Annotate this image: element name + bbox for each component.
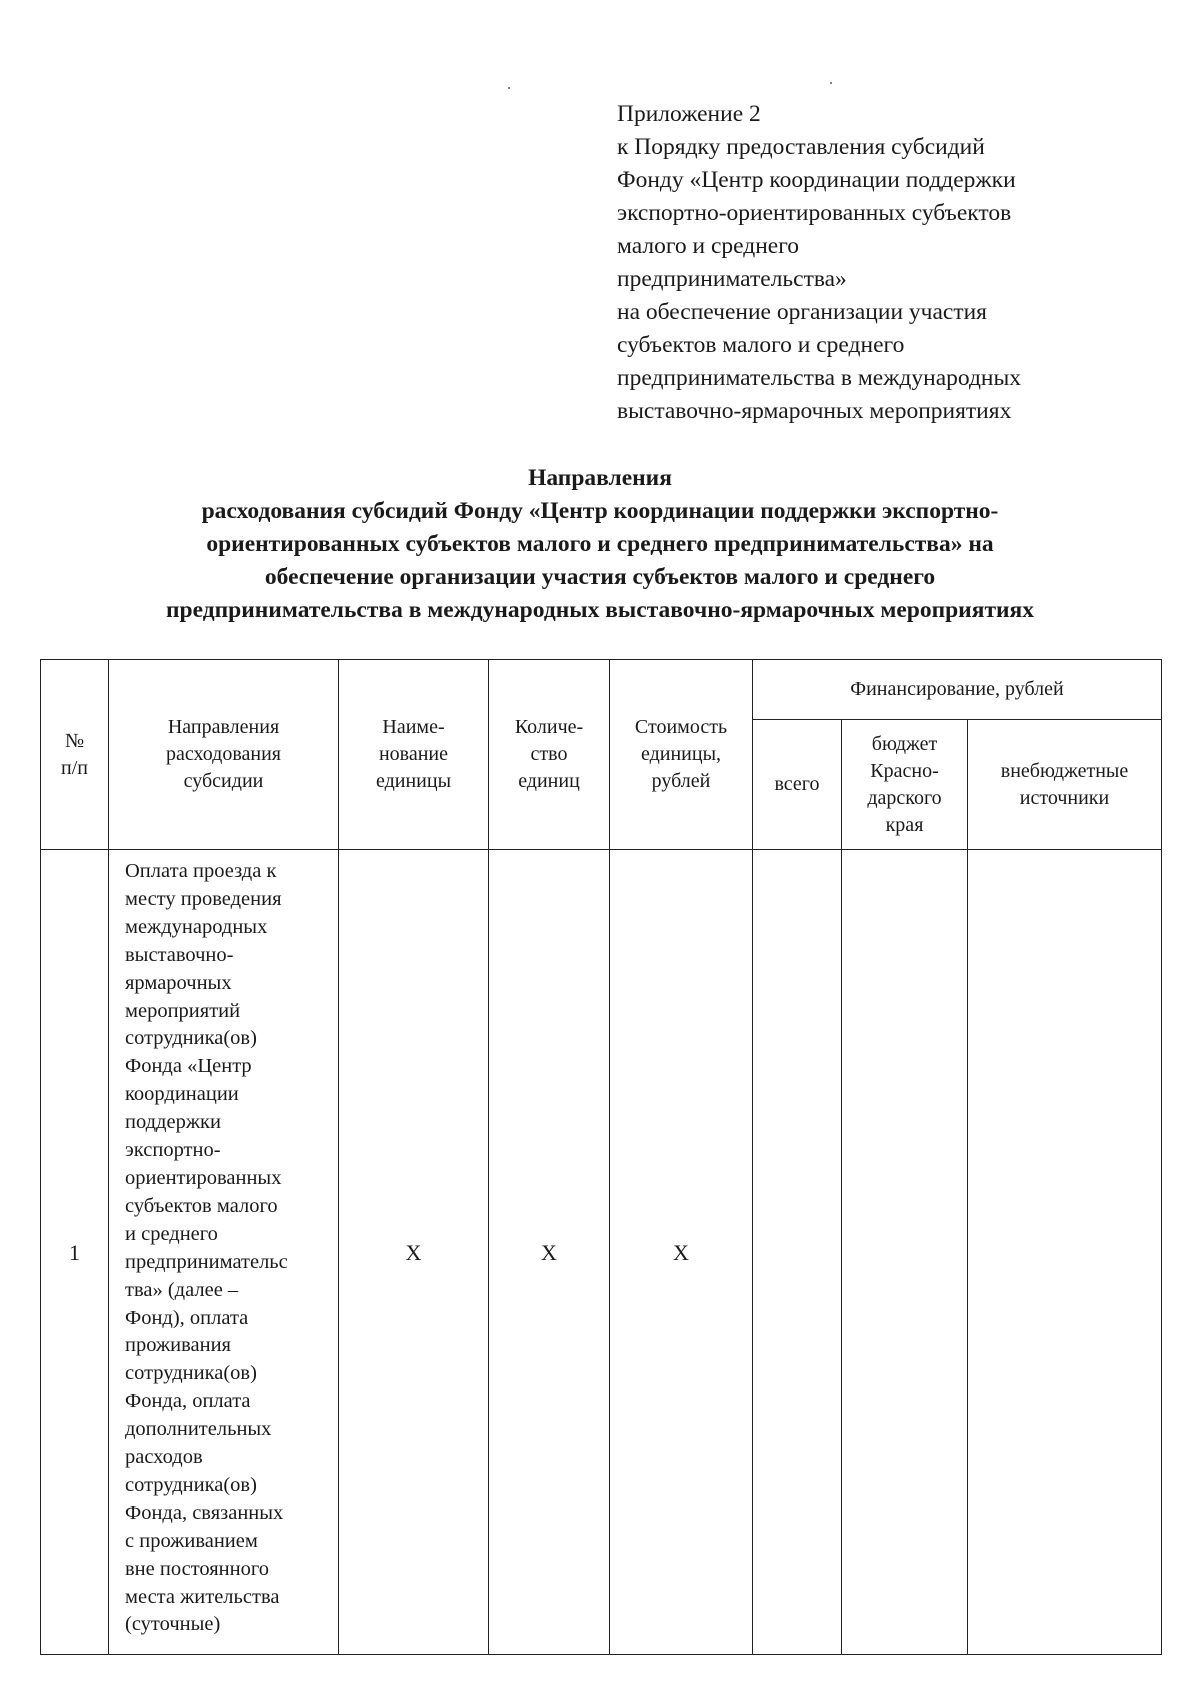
document-title <box>40 462 1160 627</box>
title-line: предпринимательства в международных выставочно-ярмарочных мероприятиях <box>166 597 1034 623</box>
appendix-line: малого и среднего <box>617 233 800 259</box>
direction-line: сотрудника(ов) <box>125 1362 257 1385</box>
direction-line: расходов <box>125 1446 203 1469</box>
appendix-line: к Порядку предоставления субсидий <box>617 134 985 160</box>
scan-speck <box>830 82 832 84</box>
appendix-line: Фонду «Центр координации поддержки <box>617 167 1016 193</box>
direction-line: сотрудника(ов) <box>125 1473 257 1496</box>
row-total <box>753 850 842 1655</box>
direction-line: международных <box>125 915 268 938</box>
scan-speck <box>508 87 510 89</box>
header-text: Количе- <box>514 716 584 738</box>
header-unit-count <box>489 660 610 850</box>
direction-line: ориентированных <box>125 1166 282 1189</box>
direction-line: ярмарочных <box>125 971 232 994</box>
header-financing: Финансирование, рублей <box>753 660 1162 720</box>
direction-line: Фонда, связанных <box>125 1501 284 1524</box>
row-unit-cost: X <box>610 850 753 1655</box>
direction-line: предпринимательс <box>125 1250 288 1273</box>
direction-line: с проживанием <box>125 1529 258 1552</box>
header-text: единицы <box>375 770 452 792</box>
appendix-line: предпринимательства в международных <box>617 365 1022 391</box>
header-text: единиц <box>518 770 580 792</box>
header-direction <box>109 660 339 850</box>
header-unit-cost <box>610 660 753 850</box>
direction-line: субъектов малого <box>125 1194 278 1217</box>
header-text: расходования <box>166 743 281 765</box>
direction-line: Фонда, оплата <box>125 1390 251 1413</box>
header-text: Направления <box>167 716 280 738</box>
direction-line: Фонд), оплата <box>125 1306 249 1329</box>
direction-line: тва» (далее – <box>125 1278 239 1301</box>
header-text: № <box>64 729 85 752</box>
appendix-block <box>617 98 1177 428</box>
direction-line: поддержки <box>125 1111 221 1134</box>
direction-line: Оплата проезда к <box>125 860 277 882</box>
header-num <box>41 660 109 850</box>
header-text: дарского <box>867 786 942 809</box>
direction-line: месту проведения <box>125 887 282 910</box>
direction-line: вне постоянного <box>125 1557 270 1580</box>
appendix-line: выставочно-ярмарочных мероприятиях <box>617 398 1012 424</box>
table-row <box>41 850 1162 1655</box>
direction-line: координации <box>125 1083 239 1106</box>
header-text: субсидии <box>183 770 264 792</box>
header-total: всего <box>753 720 842 850</box>
title-line: Направления <box>528 465 672 491</box>
header-text: единицы, <box>640 743 722 765</box>
row-direction <box>109 850 339 1655</box>
row-num: 1 <box>41 850 109 1655</box>
direction-line: выставочно- <box>125 943 234 966</box>
header-text: п/п <box>61 756 88 779</box>
header-text: Наиме- <box>382 716 445 738</box>
expense-table <box>40 659 1162 1655</box>
header-text: рублей <box>651 770 711 792</box>
appendix-line: предпринимательства» <box>617 266 847 292</box>
header-extrabudget <box>968 720 1162 850</box>
direction-line: Фонда «Центр <box>125 1055 252 1078</box>
direction-line: сотрудника(ов) <box>125 1027 257 1050</box>
row-unit-count: X <box>489 850 610 1655</box>
direction-line: мероприятий <box>125 999 241 1022</box>
row-budget <box>842 850 968 1655</box>
direction-line: дополнительных <box>125 1418 272 1441</box>
appendix-line: Приложение 2 <box>617 101 761 127</box>
direction-line: и среднего <box>125 1222 218 1245</box>
header-budget <box>842 720 968 850</box>
appendix-line: экспортно-ориентированных субъектов <box>617 200 1012 226</box>
direction-line: места жительства <box>125 1585 280 1608</box>
row-extrabudget <box>968 850 1162 1655</box>
header-row-top <box>41 660 1162 720</box>
header-text: нование <box>378 743 449 765</box>
header-text: бюджет <box>871 732 938 755</box>
direction-line: (суточные) <box>125 1613 221 1636</box>
header-text: ство <box>530 743 568 765</box>
header-unit-name <box>339 660 489 850</box>
header-text: внебюджетные <box>1000 759 1129 782</box>
title-line: ориентированных субъектов малого и среднего предпринимательства» на <box>206 531 994 557</box>
appendix-line: на обеспечение организации участия <box>617 299 987 325</box>
direction-line: проживания <box>125 1334 231 1357</box>
row-unit-name: X <box>339 850 489 1655</box>
header-text: Красно- <box>870 759 939 782</box>
appendix-line: субъектов малого и среднего <box>617 332 905 358</box>
header-text: Стоимость <box>634 716 728 738</box>
header-text: края <box>885 813 924 836</box>
header-text: источники <box>1019 786 1110 809</box>
title-line: расходования субсидий Фонду «Центр координации поддержки экспортно- <box>201 498 999 524</box>
direction-line: экспортно- <box>125 1139 221 1162</box>
title-line: обеспечение организации участия субъектов малого и среднего <box>264 564 936 590</box>
